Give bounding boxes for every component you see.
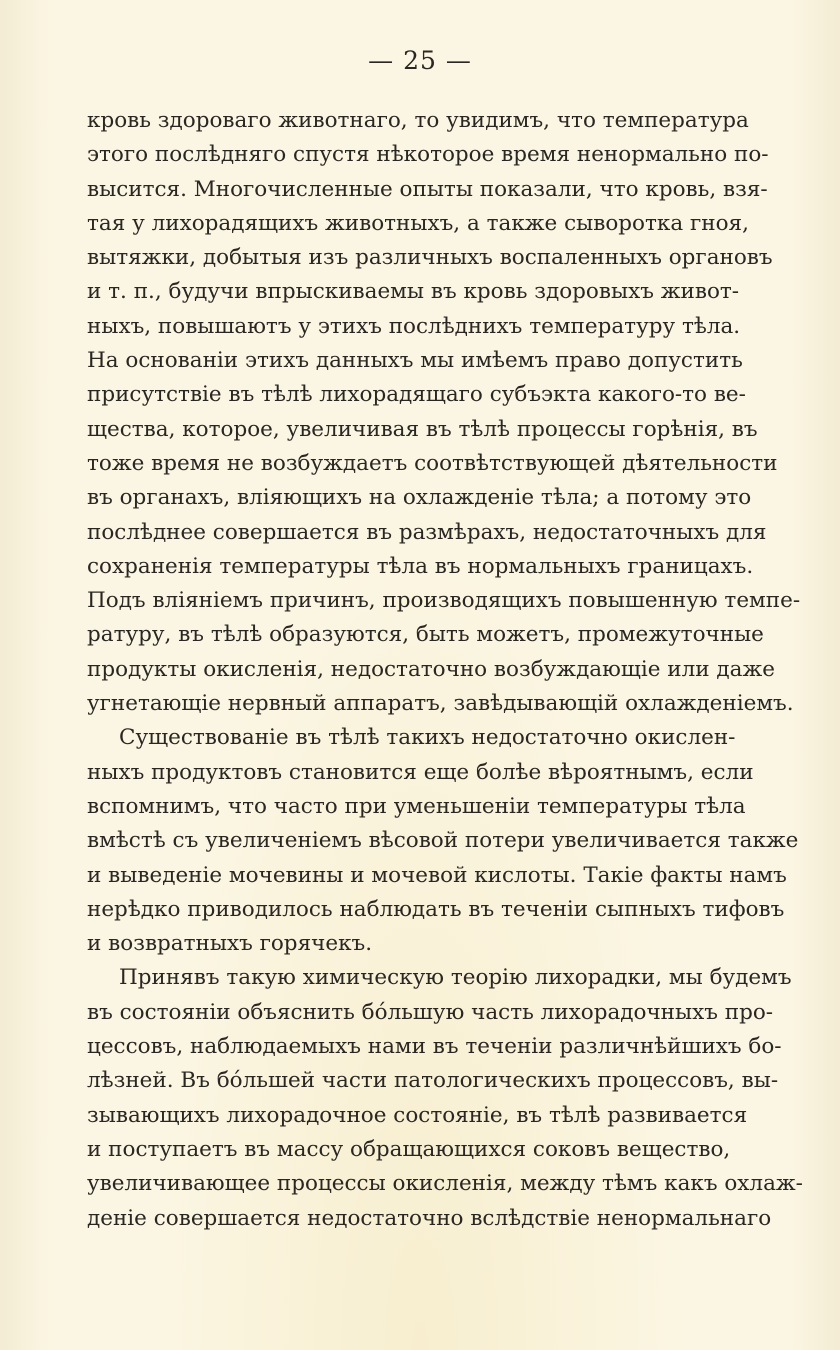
paragraph (87, 721, 799, 961)
page-number: — 25 — (368, 46, 472, 75)
text-line: послѣднее совершается въ размѣрахъ, недостаточныхъ для (87, 519, 767, 545)
paragraph (87, 961, 803, 1235)
text-line: присутствіе въ тѣлѣ лихорадящаго субъэкта какого-то ве- (87, 382, 746, 408)
text-line: въ органахъ, вліяющихъ на охлажденіе тѣла; а потому это (87, 485, 752, 511)
text-line: вспомнимъ, что часто при уменьшеніи температуры тѣла (87, 793, 746, 819)
text-line: и т. п., будучи впрыскиваемы въ кровь здоровыхъ живот- (87, 279, 740, 305)
text-line: сохраненія температуры тѣла въ нормальныхъ границахъ. (87, 553, 754, 579)
text-line: и поступаетъ въ массу обращающихся соковъ вещество, (87, 1136, 731, 1162)
text-line: деніе совершается недостаточно вслѣдствіе ненормальнаго (87, 1205, 772, 1231)
text-line: продукты окисленія, недостаточно возбуждающіе или даже (87, 656, 775, 682)
text-line: щества, которое, увеличивая въ тѣлѣ процессы горѣнія, въ (87, 416, 758, 442)
text-line: кровь здороваго животнаго, то увидимъ, что температура (87, 108, 749, 133)
text-line: зывающихъ лихорадочное состояніе, въ тѣлѣ развивается (87, 1102, 748, 1128)
text-line: вытяжки, добытыя изъ различныхъ воспаленныхъ органовъ (87, 245, 773, 271)
text-line: Подъ вліяніемъ причинъ, производящихъ повышенную темпе- (87, 588, 801, 614)
text-line: вмѣстѣ съ увеличеніемъ вѣсовой потери увеличивается также (87, 828, 799, 854)
text-line: На основаніи этихъ данныхъ мы имѣемъ право допустить (87, 348, 743, 374)
text-line: высится. Многочисленные опыты показали, что кровь, взя- (87, 176, 768, 202)
text-line: лѣзней. Въ бóльшей части патологическихъ процессовъ, вы- (87, 1068, 779, 1094)
text-line: тоже время не возбуждаетъ соотвѣтствующей дѣятельности (87, 450, 778, 476)
text-line: въ состояніи объяснить бóльшую часть лихорадочныхъ про- (87, 999, 774, 1025)
text-line: угнетающіе нервный аппаратъ, завѣдывающій охлажденіемъ. (87, 691, 794, 717)
text-line: Существованіе въ тѣлѣ такихъ недостаточно окислен- (119, 725, 736, 751)
paragraph (87, 104, 801, 721)
text-line: ратуру, въ тѣлѣ образуются, быть можетъ, промежуточные (87, 622, 764, 648)
text-line: ныхъ продуктовъ становится еще болѣе вѣроятнымъ, если (87, 759, 754, 785)
text-line: Принявъ такую химическую теорію лихорадки, мы будемъ (119, 965, 792, 991)
text-line: увеличивающее процессы окисленія, между тѣмъ какъ охлаж- (87, 1171, 803, 1197)
text-line: нерѣдко приводилось наблюдать въ теченіи сыпныхъ тифовъ (87, 896, 785, 922)
text-line: тая у лихорадящихъ животныхъ, а также сыворотка гноя, (87, 210, 749, 236)
text-line: ныхъ, повышаютъ у этихъ послѣднихъ температуру тѣла. (87, 313, 741, 339)
text-line: этого послѣдняго спустя нѣкоторое время ненормально по- (87, 142, 769, 168)
text-line: цессовъ, наблюдаемыхъ нами въ теченіи различнѣйшихъ бо- (87, 1034, 782, 1060)
body-text (87, 104, 803, 1236)
text-line: и выведеніе мочевины и мочевой кислоты. Такіе факты намъ (87, 862, 787, 888)
text-line: и возвратныхъ горячекъ. (87, 931, 373, 957)
